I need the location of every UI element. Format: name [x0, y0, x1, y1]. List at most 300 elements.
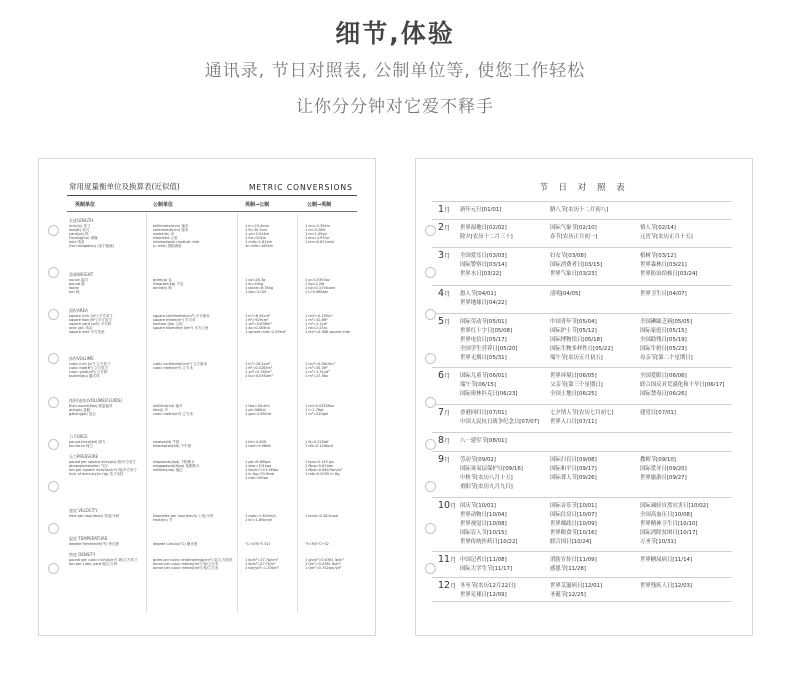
- month-number: [438, 454, 450, 465]
- festival-entry: 世界卫生日[04/07]: [640, 291, 687, 297]
- section-title: 压力PRESSURE: [69, 454, 99, 459]
- festival-column: [460, 556, 512, 574]
- festival-entry: 国际音乐节[10/01]: [550, 503, 597, 509]
- festival-entry: 腊八节[农历十二月初八]: [550, 207, 609, 213]
- festival-column: [640, 252, 697, 279]
- conversion-section: [69, 536, 359, 546]
- festival-entry: 世界气象日[03/23]: [550, 271, 597, 277]
- conversion-entry: square yard (yd²) 平方码: [69, 322, 112, 326]
- conversion-entry: tonne per cubic metre(t/m³) 吨/立方米: [153, 566, 219, 570]
- festival-entry: 世界环境日[06/05]: [550, 373, 597, 379]
- section-title: 体积VOLUME: [69, 356, 94, 361]
- conversion-column: [69, 404, 112, 416]
- conversion-entry: square metre(m²) 平方米: [153, 318, 196, 322]
- section-title: 长度LENGTH: [69, 218, 94, 223]
- binder-hole: [48, 481, 59, 492]
- conversion-entry: kilometre 公里: [153, 236, 178, 240]
- conversion-entry: international nautical mile: [153, 240, 199, 244]
- conversion-entry: 1 square mile=2.59km²: [245, 330, 287, 334]
- festival-entry: 七夕情人节[农历七月初七]: [550, 410, 614, 416]
- conversion-column: [153, 542, 197, 546]
- festival-entry: 国际禁毒日[06/26]: [640, 391, 687, 397]
- festival-entry: 世界无烟日[05/31]: [460, 355, 507, 361]
- festival-column: [550, 456, 597, 483]
- conversion-column: [245, 362, 273, 378]
- festival-entry: 世界防治结核日[03/24]: [640, 271, 698, 277]
- table-bottom-rule: [432, 601, 732, 602]
- conversion-entry: 1 km²=0.386 square mile: [305, 330, 350, 334]
- festival-entry: 国际爱牙日[09/20]: [640, 466, 687, 472]
- festival-column: [550, 318, 613, 363]
- conversion-entry: square inch (in²) 平方英寸: [69, 314, 113, 318]
- section-title: 密度 DENSITY: [69, 552, 96, 557]
- conversion-entry: 1 yd²=0.836m²: [245, 322, 272, 326]
- conversion-entry: 1 kn=1.85km/h: [245, 518, 273, 522]
- month-unit: 月: [444, 438, 451, 445]
- festival-entry: 世界电信日[05/17]: [460, 337, 507, 343]
- festival-entry: 国际气象节[02/10]: [550, 225, 597, 231]
- conversion-entry: 1 kg=2.2lb: [305, 282, 325, 286]
- festival-column: [460, 318, 517, 363]
- conversion-entry: 1 yd³=0.765m³: [245, 370, 272, 374]
- festival-entry: 教师节[09/10]: [640, 457, 676, 463]
- conversion-entry: 1 km=4.97fur: [305, 236, 330, 240]
- conversion-column: [69, 558, 137, 566]
- conversion-entry: 1 in=25.4mm: [245, 224, 270, 228]
- month-row: [432, 247, 732, 277]
- conversion-entry: 1 in Hg=33.9mb: [245, 472, 274, 476]
- month-unit: 月: [450, 557, 457, 564]
- conversion-column: [305, 362, 335, 378]
- festival-column: [460, 409, 539, 427]
- conversion-entry: 1 stone=6.35kg: [245, 286, 274, 290]
- festival-entry: 中国记者日[11/08]: [460, 557, 507, 563]
- binder-hole: [425, 439, 436, 450]
- conversion-entry: pound per square inch(psi) 磅/平方英寸: [69, 460, 136, 464]
- festival-entry: 圣诞节[12/25]: [550, 592, 586, 598]
- binder-hole: [48, 563, 59, 574]
- conversion-entry: pound per cubic inch(lb/in³) 磅/立方英寸: [69, 558, 138, 562]
- conversion-entry: 1 Mpa=0.0647ton/in²: [305, 468, 343, 472]
- conversion-column: [69, 514, 119, 518]
- conversion-entry: 1 Mpa=9.87atm: [305, 464, 334, 468]
- conversion-column: [153, 362, 207, 370]
- conversion-column: [305, 514, 338, 518]
- conversion-entry: kilopascal(kpa) 千帕斯卡: [153, 460, 195, 464]
- month-unit: 月: [444, 291, 451, 298]
- festival-entry: 国际儿童节[06/01]: [460, 373, 507, 379]
- conversion-column: [245, 314, 286, 334]
- conversion-entry: 1 g=0.0353oz: [305, 278, 330, 282]
- festival-entry: 国际奥林匹克日[06/23]: [460, 391, 518, 397]
- conversion-entry: 1 ft³=0.0283m³: [245, 366, 273, 370]
- conversion-entry: ton 吨: [69, 290, 80, 294]
- conversion-entry: 1 t/m³=0.0361 lb/in³: [305, 562, 341, 566]
- conversion-entry: 1 lbf=4.45N: [245, 440, 267, 444]
- festival-entry: 国际生物多样性日[05/22]: [550, 346, 613, 352]
- conversion-entry: tonne(t) 吨: [153, 286, 172, 290]
- month-row: [432, 285, 732, 306]
- conversion-column: [69, 224, 114, 248]
- festival-entry: 中国青年节[05/04]: [550, 319, 597, 325]
- festival-column: [460, 582, 516, 600]
- binder-hole: [48, 397, 59, 408]
- festival-entry: 国际聋人节[09/26]: [550, 475, 597, 481]
- conversion-entry: 1 ton/in²=15.4Mpa: [245, 468, 278, 472]
- festival-entry: 新年元旦[01/01]: [460, 207, 502, 213]
- month-row: [432, 201, 732, 215]
- conversion-entry: newton(N) 牛顿: [153, 440, 180, 444]
- conversion-section: [69, 508, 359, 522]
- conversion-section: [69, 398, 359, 416]
- festival-column: [640, 502, 708, 547]
- conversion-entry: pint(pt) 品脱: [69, 408, 91, 412]
- festival-entry: 全国助残日[05/19]: [640, 337, 687, 343]
- festival-column: [550, 290, 581, 299]
- conversion-entry: 1 cm²=0.155in²: [305, 314, 333, 318]
- month-number: [438, 204, 450, 215]
- month-number: [438, 554, 456, 565]
- month-digit: 9: [438, 454, 445, 465]
- binder-hole: [425, 267, 436, 278]
- festival-entry: 世界动物日[10/04]: [460, 512, 507, 518]
- festival-entry: 世界旅游日[09/27]: [640, 475, 687, 481]
- festival-column: [550, 372, 603, 399]
- conversion-entry: ton per cubic yard 吨/立方码: [69, 562, 118, 566]
- festival-entry: 清明[04/05]: [550, 291, 581, 297]
- conversion-entry: 1 kN=0.100tonf: [305, 444, 333, 448]
- section-title: 力 FORCE: [69, 434, 88, 439]
- conversion-entry: 1 lb=454g: [245, 282, 264, 286]
- festival-entry: 联合国日[10/24]: [550, 539, 592, 545]
- festival-column: [460, 437, 507, 446]
- festival-column: [460, 206, 501, 215]
- festival-entry: 国际扫盲日[09/08]: [550, 457, 597, 463]
- month-unit: 月: [450, 503, 457, 510]
- festival-entry: 全国高血压日[10/08]: [640, 512, 693, 518]
- festival-table-page: [415, 158, 753, 636]
- col-header-imperial: 英制单位: [75, 202, 96, 208]
- conversion-entry: square kilometre (km²) 平方公里: [153, 326, 209, 330]
- conversion-entry: 1 pt=568ml: [245, 408, 266, 412]
- festival-entry: 母亲节[第二个星期日]: [640, 355, 693, 361]
- conversion-entry: megapascal(Mpa) 兆帕斯卡: [153, 464, 200, 468]
- conversion-entry: 1 oz=28.3g: [245, 278, 266, 282]
- conversion-entry: yard(yd) 码: [69, 232, 89, 236]
- festival-entry: 香港回归日[07/01]: [460, 410, 507, 416]
- section-title: 重量WEIGHT: [69, 272, 94, 277]
- conversion-section: [69, 218, 359, 248]
- festival-entry: 世界糖尿病日[11/14]: [640, 557, 693, 563]
- conversion-entry: square centimetre(cm²) 平方厘米: [153, 314, 210, 318]
- month-row: [432, 451, 732, 490]
- festival-entry: 世界地球日[04/22]: [460, 300, 507, 306]
- conversion-column: [245, 558, 279, 570]
- binder-hole: [48, 353, 59, 364]
- conversion-entry: 1 bu=0.0364m³: [245, 374, 273, 378]
- binder-hole: [425, 225, 436, 236]
- section-title: 温度 TEMPERATURE: [69, 536, 108, 541]
- conversion-entry: ton-force 吨力: [69, 444, 93, 448]
- conversion-entry: 1 mb=0.0295 in Hg: [305, 472, 340, 476]
- festival-entry: 世界粮食节[10/16]: [550, 530, 597, 536]
- conversion-entry: 1 t=0.984ton: [305, 290, 329, 294]
- festival-entry: 世界精神卫生日[10/10]: [640, 521, 698, 527]
- conversion-entry: 1 g/cm³=0.0361 lb/in³: [305, 558, 344, 562]
- festival-entry: 中秋节[农历八月十五]: [460, 475, 513, 481]
- conversion-entry: 1 cm=0.394in: [305, 224, 330, 228]
- conversion-section: [69, 454, 359, 480]
- conversion-entry: cubic metre(m³) 立方米: [153, 366, 193, 370]
- title-rule: [67, 195, 357, 196]
- conversion-column: [245, 514, 276, 522]
- binder-hole: [425, 353, 436, 364]
- conversion-entry: pound 磅: [69, 282, 85, 286]
- conversion-section: [69, 552, 359, 570]
- festival-entry: 联合国反对荒漠化和干旱日[06/17]: [640, 382, 725, 388]
- month-digit: 8: [438, 435, 445, 446]
- festival-entry: 国际大学生节[11/17]: [460, 566, 513, 572]
- festival-entry: 国际家庭日[05/15]: [640, 328, 687, 334]
- binder-hole: [48, 439, 59, 450]
- festival-entry: 万圣节[10/31]: [640, 539, 676, 545]
- month-digit: 3: [438, 250, 445, 261]
- festival-entry: 感恩节[11/28]: [550, 566, 586, 572]
- conversion-entry: gallon(gal) 加仑: [69, 412, 96, 416]
- conversion-entry: fluid ounce(floz) 液量盎司: [69, 404, 113, 408]
- binder-hole: [48, 225, 59, 236]
- conversion-column: [245, 224, 273, 248]
- festival-entry: 世界红十字日[05/08]: [460, 328, 513, 334]
- festival-column: [460, 252, 507, 279]
- month-unit: 月: [444, 319, 451, 326]
- conversion-entry: pound-force(lbf) 磅力: [69, 440, 106, 444]
- month-number: [438, 500, 456, 511]
- binder-hole: [425, 397, 436, 408]
- conversion-entry: cubic foot(ft³) 立方英尺: [69, 366, 109, 370]
- conversion-entry: degree Fahrenheit(°F) 华氏度: [69, 542, 119, 546]
- subtitle-line-2: 让你分分钟对它爱不释手: [296, 97, 494, 117]
- conversion-column: [153, 404, 193, 416]
- conversion-entry: 1 m=1.09yd: [305, 232, 327, 236]
- festival-column: [640, 409, 676, 418]
- festival-entry: 世界传统医药日[10/22]: [460, 539, 518, 545]
- festival-table-title: 节 日 对 照 表: [539, 183, 629, 193]
- conversion-entry: cubic metre(m³) 立方米: [153, 412, 193, 416]
- col-header-imp-to-metric: 英制→公制: [245, 202, 270, 208]
- festival-column: [550, 556, 597, 574]
- month-digit: 6: [438, 370, 445, 381]
- conversion-entry: 1 l=1.76pt: [305, 408, 324, 412]
- conversion-entry: 1 yd=0.914m: [245, 232, 269, 236]
- conversion-entry: 1 mph=1.61km/h: [245, 514, 276, 518]
- festival-entry: 国际减轻自然灾害日[10/02]: [640, 503, 709, 509]
- festival-entry: 国际盲人节[10/15]: [460, 530, 507, 536]
- conversion-entry: (for navigation) (用于航海): [69, 244, 114, 248]
- conversion-entry: 1 cm³=0.0610in³: [305, 362, 335, 366]
- conversion-entry: °C=5/9(°F-32): [245, 542, 270, 546]
- festival-column: [460, 502, 517, 547]
- conversion-entry: 1 km=0.621mile: [305, 240, 335, 244]
- conversion-section: [69, 434, 359, 448]
- conversion-entry: ton per square inch(ton/in²) 吨/平方英寸: [69, 468, 138, 472]
- festival-entry: 国际劳动节[05/01]: [460, 319, 507, 325]
- month-row: [432, 432, 732, 446]
- month-unit: 月: [444, 410, 451, 417]
- festival-entry: 劳动节[09/02]: [460, 457, 496, 463]
- conversion-column: [245, 460, 278, 480]
- conversion-entry: 1 ton=1.02t: [245, 290, 267, 294]
- conversion-entry: 1 tonf=9.96kN: [245, 444, 271, 448]
- conversion-entry: ounce 盎司: [69, 278, 88, 282]
- month-unit: 月: [444, 225, 451, 232]
- festival-entry: 世界邮政日[10/09]: [550, 521, 597, 527]
- festival-entry: 全国学生营养日[05/20]: [460, 346, 518, 352]
- month-row: [432, 551, 732, 572]
- conversion-entry: 1 in³=16.4cm³: [245, 362, 271, 366]
- header-rule: [67, 211, 357, 212]
- month-number: [438, 222, 450, 233]
- conversion-entry: atmosphere(atm) 气压: [69, 464, 108, 468]
- festival-entry: 国际臭氧层保护日[09/16]: [460, 466, 523, 472]
- festival-entry: 全国爱耳日[03/03]: [460, 253, 507, 259]
- metric-conversion-page: [38, 158, 376, 636]
- month-unit: 月: [450, 583, 457, 590]
- festival-entry: 除夕[农历十二月三十]: [460, 234, 513, 240]
- festival-entry: 国际消费者日[03/15]: [550, 262, 603, 268]
- conversion-entry: 1 N=0.225lbf: [305, 440, 329, 444]
- festival-column: [550, 206, 608, 215]
- conversion-entry: litre(l) 升: [153, 408, 169, 412]
- conversion-entry: 1 mb=100pa: [245, 476, 268, 480]
- section-title: 体积(液体)VOLUME(FLUIDS): [69, 398, 123, 403]
- festival-entry: 国庆节[10/01]: [460, 503, 496, 509]
- month-digit: 4: [438, 288, 445, 299]
- conversion-entry: 1 t/m³=0.752ton/yd³: [305, 566, 342, 570]
- festival-column: [550, 582, 602, 600]
- month-digit: 2: [438, 222, 445, 233]
- conversion-entry: 1 lb/in³=27.7t/m³: [245, 562, 276, 566]
- month-number: [438, 288, 450, 299]
- festival-column: [640, 582, 692, 591]
- conversion-column: [153, 224, 199, 248]
- conversion-entry: kilogram(kg) 千克: [153, 282, 184, 286]
- month-number: [438, 316, 450, 327]
- month-row: [432, 404, 732, 425]
- festival-entry: 世界湿地日[02/02]: [460, 225, 507, 231]
- month-digit: 1: [438, 204, 445, 215]
- festival-entry: 春节[农历正月初一]: [550, 234, 598, 240]
- conversion-column: [69, 314, 113, 334]
- conversion-entry: 1 kpa=0.145 psi: [305, 460, 334, 464]
- conversion-entry: 1n mile=1852m: [245, 244, 274, 248]
- festival-column: [550, 224, 597, 242]
- conversion-entry: 1 lb/in³=27.7g/cm³: [245, 558, 279, 562]
- festival-entry: 世界艾滋病日[12/01]: [550, 583, 603, 589]
- festival-column: [550, 252, 602, 279]
- month-digit: 7: [438, 407, 445, 418]
- month-digit: 11: [438, 554, 451, 565]
- month-unit: 月: [444, 253, 451, 260]
- festival-entry: 重阳节[农历九月九日]: [460, 484, 513, 490]
- conversion-column: [69, 542, 119, 546]
- binder-hole: [425, 563, 436, 574]
- conversion-column: [305, 278, 335, 294]
- conversion-entry: Furlong(fur) 弗隆: [69, 236, 98, 240]
- festival-entry: 国际护士节[05/12]: [550, 328, 597, 334]
- conversion-entry: 1 atm=101kpa: [245, 464, 272, 468]
- col-header-metric: 公制单位: [153, 202, 174, 208]
- conversion-entry: degree Celsius(°C) 摄氏度: [153, 542, 198, 546]
- month-number: [438, 435, 450, 446]
- conversion-entry: 1 m=3.28ft: [305, 228, 326, 232]
- conversion-column: [153, 278, 183, 290]
- festival-column: [640, 318, 693, 363]
- festival-column: [460, 456, 523, 492]
- festival-entry: 国际消除贫困日[10/17]: [640, 530, 698, 536]
- festival-entry: 妇女节[03/08]: [550, 253, 586, 259]
- conversion-entry: 1 ha=2.47ac: [305, 326, 328, 330]
- festival-column: [460, 290, 507, 308]
- month-digit: 10: [438, 500, 451, 511]
- conversion-column: [245, 278, 273, 294]
- conversion-column: [305, 542, 329, 546]
- festival-entry: 端午节[06/15]: [460, 382, 496, 388]
- conversion-entry: bushel(bu) 蒲式耳: [69, 374, 100, 378]
- conversion-column: [153, 558, 232, 570]
- page-title: 细节,体验: [335, 19, 455, 48]
- subtitle-line-1: 通讯录, 节日对照表, 公制单位等, 使您工作轻松: [204, 61, 586, 81]
- month-row: [432, 219, 732, 240]
- conversion-section: [69, 272, 359, 294]
- conversion-column: [153, 514, 213, 522]
- month-number: [438, 250, 450, 261]
- conversion-entry: cubic yard(yd³) 立方码: [69, 370, 108, 374]
- month-row: [432, 313, 732, 361]
- month-unit: 月: [444, 457, 451, 464]
- conversion-entry: 1 m²=10.8ft²: [305, 318, 328, 322]
- festival-entry: 八一建军节[08/01]: [460, 438, 507, 444]
- conversion-entry: 1 mile=1.61km: [245, 240, 273, 244]
- conversion-entry: 1 km/h=0.621mph: [305, 514, 338, 518]
- binder-hole: [425, 481, 436, 492]
- binder-hole: [48, 267, 59, 278]
- month-number: [438, 407, 450, 418]
- conversion-entry: mile per hour(mph) 英里/小时: [69, 514, 120, 518]
- conversion-entry: 1 ft=30.5cm: [245, 228, 267, 232]
- conversion-column: [305, 224, 334, 244]
- conversion-entry: kilonewton(kN) 千牛顿: [153, 444, 192, 448]
- festival-entry: 全国土地日[06/25]: [550, 391, 597, 397]
- conversion-section: [69, 308, 359, 334]
- conversion-column: [245, 404, 271, 416]
- festival-column: [640, 372, 724, 399]
- festival-entry: 中国人民抗日战争纪念日[07/07]: [460, 419, 540, 425]
- conversion-entry: millibar(mb) 毫巴: [153, 468, 183, 472]
- conversion-column: [245, 440, 271, 448]
- festival-column: [640, 290, 687, 299]
- conversion-entry: knot(kn) 节: [153, 518, 173, 522]
- conversion-entry: square mile 平方英里: [69, 330, 105, 334]
- binder-hole: [425, 309, 436, 320]
- conversion-entry: foot(ft) 英尺: [69, 228, 90, 232]
- conversion-column: [69, 278, 88, 294]
- festival-column: [460, 224, 513, 242]
- binder-hole: [425, 523, 436, 534]
- binder-hole: [48, 523, 59, 534]
- conversion-entry: gram(g) 克: [153, 278, 172, 282]
- festival-entry: 国际警察日[03/14]: [460, 262, 507, 268]
